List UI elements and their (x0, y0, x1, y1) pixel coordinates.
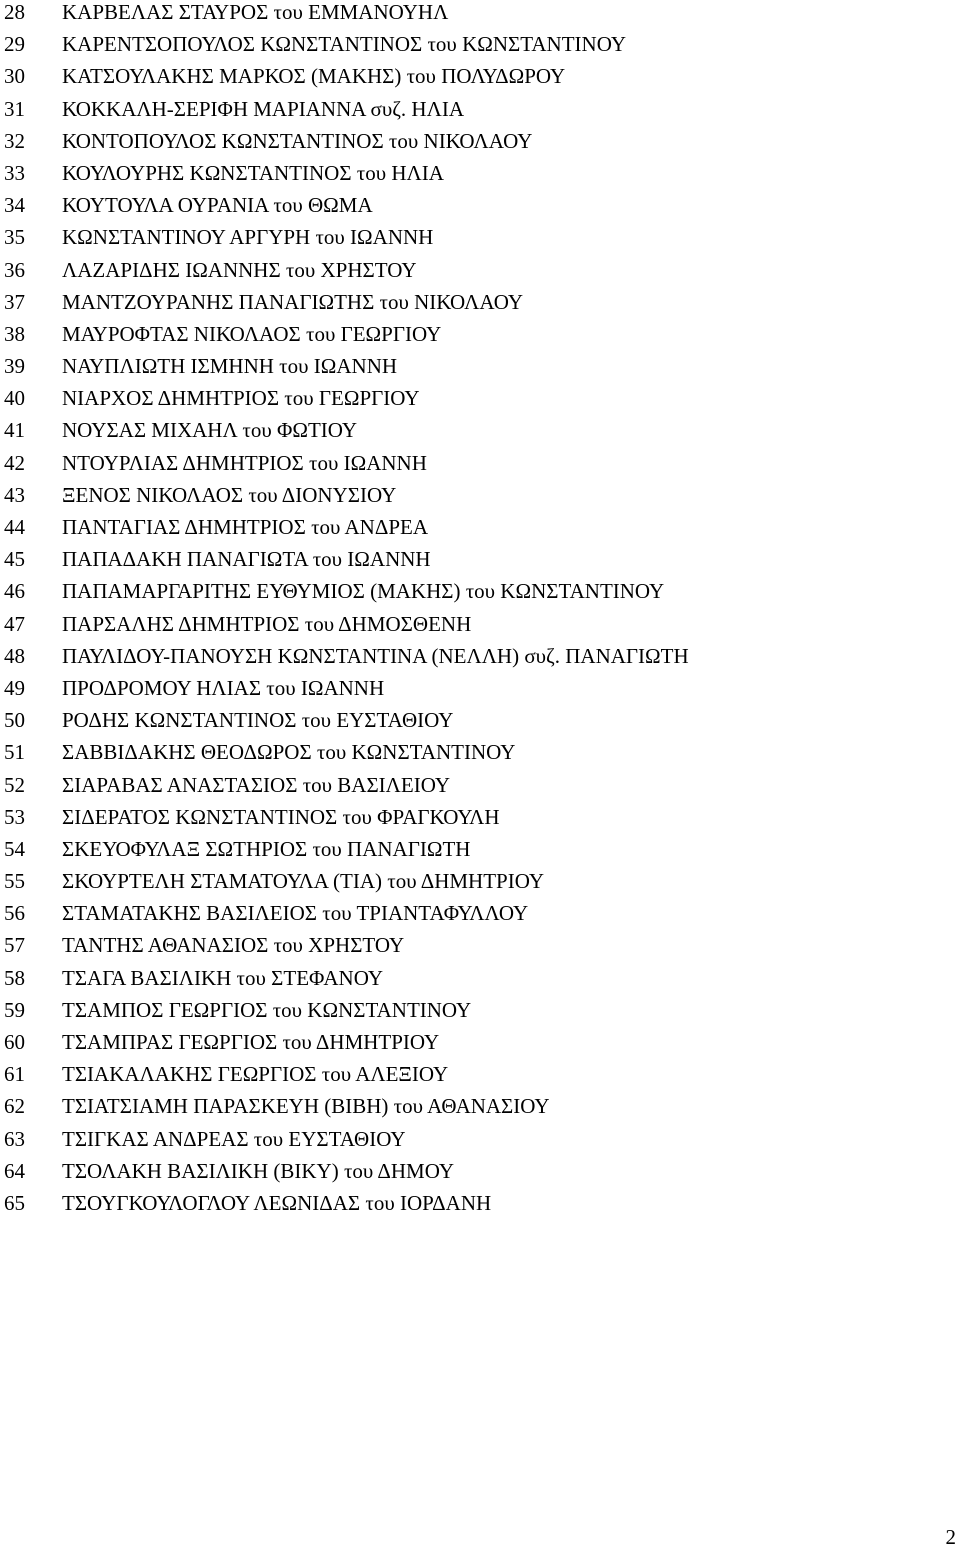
list-item (0, 736, 960, 768)
list-item (0, 318, 960, 350)
list-item (0, 1155, 960, 1187)
entry-number: 56 (4, 901, 25, 926)
entry-name: ΝΟΥΣΑΣ ΜΙΧΑΗΛ του ΦΩΤΙΟΥ (62, 418, 358, 443)
entry-name: ΣΤΑΜΑΤΑΚΗΣ ΒΑΣΙΛΕΙΟΣ του ΤΡΙΑΝΤΑΦΥΛΛΟΥ (62, 901, 529, 926)
list-item (0, 1058, 960, 1090)
entry-name: ΤΣΙΓΚΑΣ ΑΝΔΡΕΑΣ του ΕΥΣΤΑΘΙΟΥ (62, 1126, 406, 1151)
entry-name: ΞΕΝΟΣ ΝΙΚΟΛΑΟΣ του ΔΙΟΝΥΣΙΟΥ (62, 482, 397, 507)
entry-number: 58 (4, 965, 25, 990)
entry-number: 41 (4, 418, 25, 443)
entry-name: ΜΑΝΤΖΟΥΡΑΝΗΣ ΠΑΝΑΓΙΩΤΗΣ του ΝΙΚΟΛΑΟΥ (62, 289, 523, 314)
entry-number: 48 (4, 643, 25, 668)
entry-number: 31 (4, 96, 25, 121)
entry-name: ΠΑΥΛΙΔΟΥ-ΠΑΝΟΥΣΗ ΚΩΝΣΤΑΝΤΙΝΑ (ΝΕΛΛΗ) συζ. ΠΑΝΑΓΙΩΤΗ (62, 643, 689, 668)
entry-number: 35 (4, 225, 25, 250)
list-item (0, 1090, 960, 1122)
list-item (0, 704, 960, 736)
list-item (0, 769, 960, 801)
entry-number: 55 (4, 869, 25, 894)
entry-name: ΣΚΕΥΟΦΥΛΑΞ ΣΩΤΗΡΙΟΣ του ΠΑΝΑΓΙΩΤΗ (62, 836, 471, 861)
list-item (0, 189, 960, 221)
entry-name: ΤΣΙΑΤΣΙΑΜΗ ΠΑΡΑΣΚΕΥΗ (ΒΙΒΗ) του ΑΘΑΝΑΣΙΟΥ (62, 1094, 550, 1119)
list-item (0, 801, 960, 833)
list-item (0, 28, 960, 60)
list-item (0, 994, 960, 1026)
entry-number: 29 (4, 32, 25, 57)
entry-name: ΝΤΟΥΡΛΙΑΣ ΔΗΜΗΤΡΙΟΣ του ΙΩΑΝΝΗ (62, 450, 427, 475)
list-item (0, 962, 960, 994)
list-item (0, 543, 960, 575)
entry-name: ΛΑΖΑΡΙΔΗΣ ΙΩΑΝΝΗΣ του ΧΡΗΣΤΟΥ (62, 257, 417, 282)
entry-number: 44 (4, 515, 25, 539)
entry-number: 59 (4, 997, 25, 1022)
entry-name: ΤΣΟΥΓΚΟΥΛΟΓΛΟΥ ΛΕΩΝΙΔΑΣ του ΙΟΡΔΑΝΗ (62, 1190, 492, 1215)
entry-number: 49 (4, 675, 25, 700)
entry-name: ΝΑΥΠΛΙΩΤΗ ΙΣΜΗΝΗ του ΙΩΑΝΝΗ (62, 354, 398, 379)
entry-number: 37 (4, 289, 25, 314)
entry-number: 64 (4, 1158, 25, 1183)
entry-number: 42 (4, 450, 25, 475)
entry-number: 43 (4, 482, 25, 507)
entry-number: 54 (4, 836, 25, 861)
entry-name: ΤΑΝΤΗΣ ΑΘΑΝΑΣΙΟΣ του ΧΡΗΣΤΟΥ (62, 933, 405, 958)
entry-name: ΚΩΝΣΤΑΝΤΙΝΟΥ ΑΡΓΥΡΗ του ΙΩΑΝΝΗ (62, 225, 434, 250)
entry-number: 40 (4, 386, 25, 411)
list-item (0, 254, 960, 286)
entry-number: 60 (4, 1030, 25, 1054)
entry-number: 63 (4, 1126, 25, 1151)
entry-name: ΣΚΟΥΡΤΕΛΗ ΣΤΑΜΑΤΟΥΛΑ (ΤΙΑ) του ΔΗΜΗΤΡΙΟΥ (62, 869, 544, 894)
list-item (0, 608, 960, 640)
entry-number: 32 (4, 128, 25, 153)
list-item (0, 447, 960, 479)
entry-name: ΚΟΥΤΟΥΛΑ ΟΥΡΑΝΙΑ του ΘΩΜΑ (62, 193, 373, 218)
entry-number: 46 (4, 579, 25, 604)
list-item (0, 575, 960, 607)
entry-number: 52 (4, 772, 25, 797)
entry-name: ΤΣΟΛΑΚΗ ΒΑΣΙΛΙΚΗ (ΒΙΚΥ) του ΔΗΜΟΥ (62, 1158, 454, 1183)
entry-name: ΣΑΒΒΙΔΑΚΗΣ ΘΕΟΔΩΡΟΣ του ΚΩΝΣΤΑΝΤΙΝΟΥ (62, 740, 516, 765)
entry-name: ΜΑΥΡΟΦΤΑΣ ΝΙΚΟΛΑΟΣ του ΓΕΩΡΓΙΟΥ (62, 321, 442, 346)
list-item (0, 833, 960, 865)
page-number: 2 (945, 1525, 956, 1549)
entry-name: ΣΙΔΕΡΑΤΟΣ ΚΩΝΣΤΑΝΤΙΝΟΣ του ΦΡΑΓΚΟΥΛΗ (62, 804, 500, 829)
entry-number: 28 (4, 0, 25, 24)
entry-name: ΣΙΑΡΑΒΑΣ ΑΝΑΣΤΑΣΙΟΣ του ΒΑΣΙΛΕΙΟΥ (62, 772, 450, 797)
list-item (0, 511, 960, 543)
list-item (0, 60, 960, 92)
list-item (0, 672, 960, 704)
entry-number: 57 (4, 933, 25, 958)
entry-name: ΠΡΟΔΡΟΜΟΥ ΗΛΙΑΣ του ΙΩΑΝΝΗ (62, 675, 385, 700)
list-item (0, 640, 960, 672)
list-item (0, 286, 960, 318)
entry-name: ΚΑΡΕΝΤΣΟΠΟΥΛΟΣ ΚΩΝΣΤΑΝΤΙΝΟΣ του ΚΩΝΣΤΑΝΤΙΝΟΥ (62, 32, 626, 57)
entry-number: 45 (4, 547, 25, 572)
entry-number: 47 (4, 611, 25, 636)
list-item (0, 125, 960, 157)
entry-name: ΠΑΠΑΜΑΡΓΑΡΙΤΗΣ ΕΥΘΥΜΙΟΣ (ΜΑΚΗΣ) του ΚΩΝΣΤΑΝΤΙΝΟΥ (62, 579, 665, 604)
entry-name: ΡΟΔΗΣ ΚΩΝΣΤΑΝΤΙΝΟΣ του ΕΥΣΤΑΘΙΟΥ (62, 708, 454, 733)
entry-number: 39 (4, 354, 25, 379)
list-item (0, 0, 960, 28)
list-item (0, 157, 960, 189)
entry-number: 34 (4, 193, 25, 218)
list-item (0, 1187, 960, 1219)
entry-name: ΚΟΝΤΟΠΟΥΛΟΣ ΚΩΝΣΤΑΝΤΙΝΟΣ του ΝΙΚΟΛΑΟΥ (62, 128, 533, 153)
list-item (0, 1123, 960, 1155)
entry-number: 65 (4, 1190, 25, 1215)
entry-number: 51 (4, 740, 25, 765)
entry-name: ΤΣΑΜΠΡΑΣ ΓΕΩΡΓΙΟΣ του ΔΗΜΗΤΡΙΟΥ (62, 1030, 440, 1054)
list-item (0, 93, 960, 125)
entry-number: 30 (4, 64, 25, 89)
entry-name: ΚΑΡΒΕΛΑΣ ΣΤΑΥΡΟΣ του ΕΜΜΑΝΟΥΗΛ (62, 0, 449, 24)
entry-number: 62 (4, 1094, 25, 1119)
entry-name: ΚΟΚΚΑΛΗ-ΣΕΡΙΦΗ ΜΑΡΙΑΝΝΑ συζ. ΗΛΙΑ (62, 96, 464, 121)
entry-name: ΠΑΠΑΔΑΚΗ ΠΑΝΑΓΙΩΤΑ του ΙΩΑΝΝΗ (62, 547, 431, 572)
entry-name: ΤΣΑΜΠΟΣ ΓΕΩΡΓΙΟΣ του ΚΩΝΣΤΑΝΤΙΝΟΥ (62, 997, 472, 1022)
entry-number: 38 (4, 321, 25, 346)
entry-number: 33 (4, 160, 25, 185)
entry-number: 53 (4, 804, 25, 829)
entry-number: 61 (4, 1062, 25, 1087)
list-item (0, 865, 960, 897)
entry-name: ΤΣΑΓΑ ΒΑΣΙΛΙΚΗ του ΣΤΕΦΑΝΟΥ (62, 965, 383, 990)
entry-number: 36 (4, 257, 25, 282)
entry-name: ΚΑΤΣΟΥΛΑΚΗΣ ΜΑΡΚΟΣ (ΜΑΚΗΣ) του ΠΟΛΥΔΩΡΟΥ (62, 64, 566, 89)
list-item (0, 1026, 960, 1058)
entry-number: 50 (4, 708, 25, 733)
list-item (0, 929, 960, 961)
entry-name: ΠΑΝΤΑΓΙΑΣ ΔΗΜΗΤΡΙΟΣ του ΑΝΔΡΕΑ (62, 515, 429, 539)
list-item (0, 479, 960, 511)
list-item (0, 221, 960, 253)
entry-name: ΤΣΙΑΚΑΛΑΚΗΣ ΓΕΩΡΓΙΟΣ του ΑΛΕΞΙΟΥ (62, 1062, 449, 1087)
list-item (0, 897, 960, 929)
entry-name: ΚΟΥΛΟΥΡΗΣ ΚΩΝΣΤΑΝΤΙΝΟΣ του ΗΛΙΑ (62, 160, 444, 185)
list-item (0, 382, 960, 414)
list-item (0, 350, 960, 382)
entry-name: ΠΑΡΣΑΛΗΣ ΔΗΜΗΤΡΙΟΣ του ΔΗΜΟΣΘΕΝΗ (62, 611, 472, 636)
list-item (0, 414, 960, 446)
entry-name: ΝΙΑΡΧΟΣ ΔΗΜΗΤΡΙΟΣ του ΓΕΩΡΓΙΟΥ (62, 386, 420, 411)
